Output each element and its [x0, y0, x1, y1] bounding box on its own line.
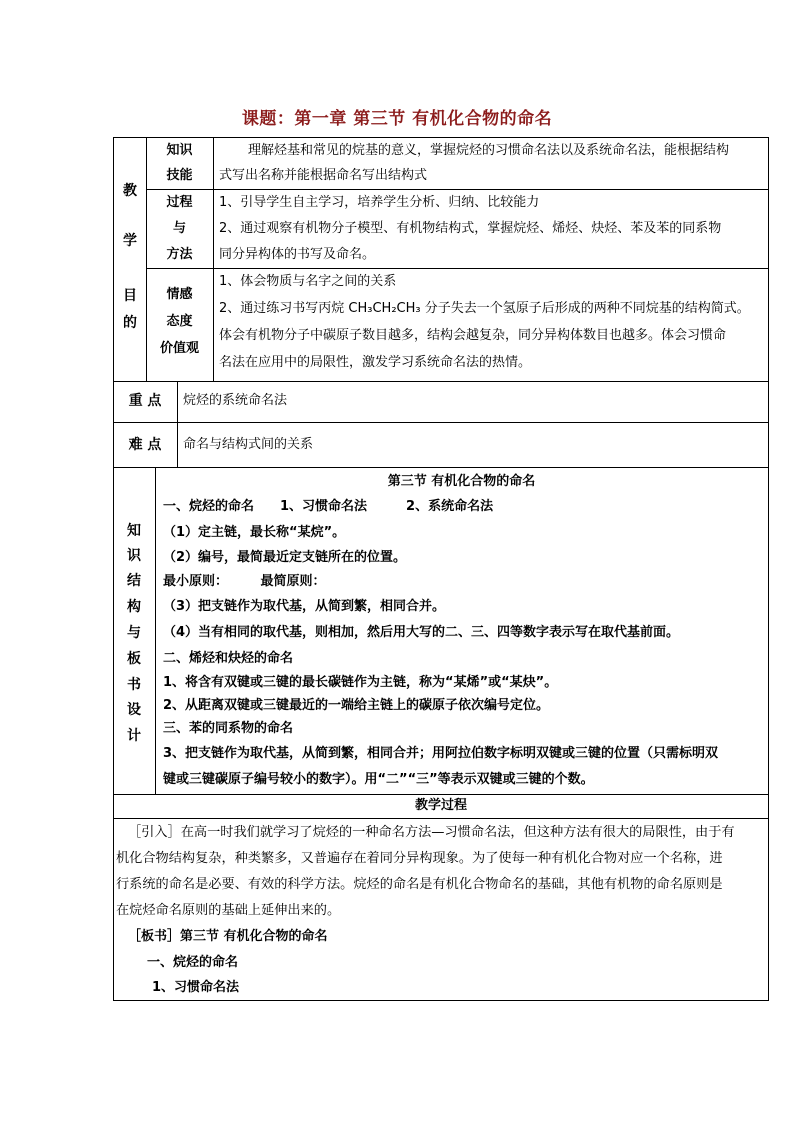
key-point-label: 重 点: [128, 393, 162, 409]
board-label-char: 构: [127, 599, 141, 615]
subheading: 一、烷烃的命名: [147, 955, 239, 970]
section-label-char: 学: [123, 233, 137, 249]
difficult-point-text: 命名与结构式间的关系: [183, 437, 314, 452]
page-title: 课题：第一章 第三节 有机化合物的命名: [241, 109, 553, 129]
emotion-text: 体会有机物分子中碳原子数目越多，结构会越复杂，同分异构体数目也越多。体会习惯命: [219, 328, 727, 343]
board-label-char: 与: [127, 625, 141, 641]
emotion-text: 名法在应用中的局限性，激发学习系统命名法的热情。: [219, 355, 532, 370]
board-label-char: 书: [127, 677, 141, 693]
intro-line: 机化合物结构复杂，种类繁多，又普遍存在着同分异构现象。为了使每一种有机化合物对应一个名称，进: [116, 851, 723, 866]
board-line: 一、烷烃的命名 1、习惯命名法 2、系统命名法: [163, 499, 494, 514]
board-line: 键或三键碳原子编号较小的数字）。用“二”“三”等表示双键或三键的个数。: [163, 772, 594, 787]
board-line: 最小原则： 最简原则：: [163, 574, 326, 589]
subheading: 1、习惯命名法: [152, 980, 240, 995]
section-label-char: 教: [123, 183, 137, 199]
emotion-label: 态度: [166, 314, 193, 329]
board-line: 2、从距离双键或三键最近的一端给主链上的碳原子依次编号定位。: [163, 698, 550, 713]
key-point-text: 烷烃的系统命名法: [183, 393, 288, 408]
process-text: 同分异构体的书写及命名。: [219, 247, 376, 262]
board-label-char: 板: [127, 651, 141, 667]
process-text: 2、通过观察有机物分子模型、有机物结构式，掌握烷烃、烯烃、炔烃、苯及苯的同系物: [219, 221, 722, 236]
board-line: （1）定主链，最长称“某烷”。: [163, 525, 346, 540]
emotion-label: 情感: [166, 287, 193, 302]
knowledge-text: 式写出名称并能根据命名写出结构式: [219, 168, 428, 183]
knowledge-label: 知识: [166, 143, 193, 158]
board-label-char: 知: [127, 523, 141, 539]
emotion-text: 2、通过练习书写丙烷 CH₃CH₂CH₃ 分子失去一个氢原子后形成的两种不同烷基的结构简式。: [219, 301, 750, 316]
process-label: 方法: [166, 247, 193, 262]
process-label: 与: [172, 221, 186, 236]
board-label-char: 设: [127, 702, 141, 718]
board-line: （2）编号，最简最近定支链所在的位置。: [163, 550, 407, 565]
board-line: 二、烯烃和炔烃的命名: [163, 651, 294, 666]
intro-line: ［引入］在高一时我们就学习了烷烃的一种命名方法—习惯命名法，但这种方法有很大的局限性，由于有: [128, 825, 735, 840]
emotion-label: 价值观: [159, 341, 199, 356]
process-label: 过程: [166, 195, 193, 210]
board-line: 3、把支链作为取代基，从简到繁，相同合并；用阿拉伯数字标明双键或三键的位置（只需标明双: [163, 746, 719, 761]
section-label-char: 的: [123, 315, 137, 331]
board-line: 1、将含有双键或三键的最长碳链作为主链，称为“某烯”或“某炔”。: [163, 675, 558, 690]
process-text: 1、引导学生自主学习，培养学生分析、归纳、比较能力: [219, 195, 540, 210]
board-line: （3）把支链作为取代基，从简到繁，相同合并。: [163, 599, 446, 614]
board-label-char: 识: [127, 548, 141, 564]
board-heading: 第三节 有机化合物的命名: [387, 474, 536, 489]
intro-line: 在烷烃命名原则的基础上延伸出来的。: [116, 903, 341, 918]
knowledge-text: 理解烃基和常见的烷基的意义，掌握烷烃的习惯命名法以及系统命名法，能根据结构: [248, 143, 730, 158]
board-label-char: 结: [127, 573, 141, 589]
emotion-text: 1、体会物质与名字之间的关系: [219, 274, 397, 289]
board-line: （4）当有相同的取代基，则相加，然后用大写的二、三、四等数字表示写在取代基前面。: [163, 625, 680, 640]
intro-line: 行系统的命名是必要、有效的科学方法。烷烃的命名是有机化合物命名的基础，其他有机物的命名原则是: [116, 877, 723, 892]
process-heading: 教学过程: [414, 798, 467, 813]
board-label-char: 计: [127, 728, 141, 744]
knowledge-label: 技能: [166, 168, 193, 183]
board-line: 三、苯的同系物的命名: [163, 721, 294, 736]
difficult-point-label: 难 点: [128, 437, 162, 453]
board-note-line: ［板书］第三节 有机化合物的命名: [128, 929, 328, 944]
section-label-char: 目: [123, 288, 137, 304]
